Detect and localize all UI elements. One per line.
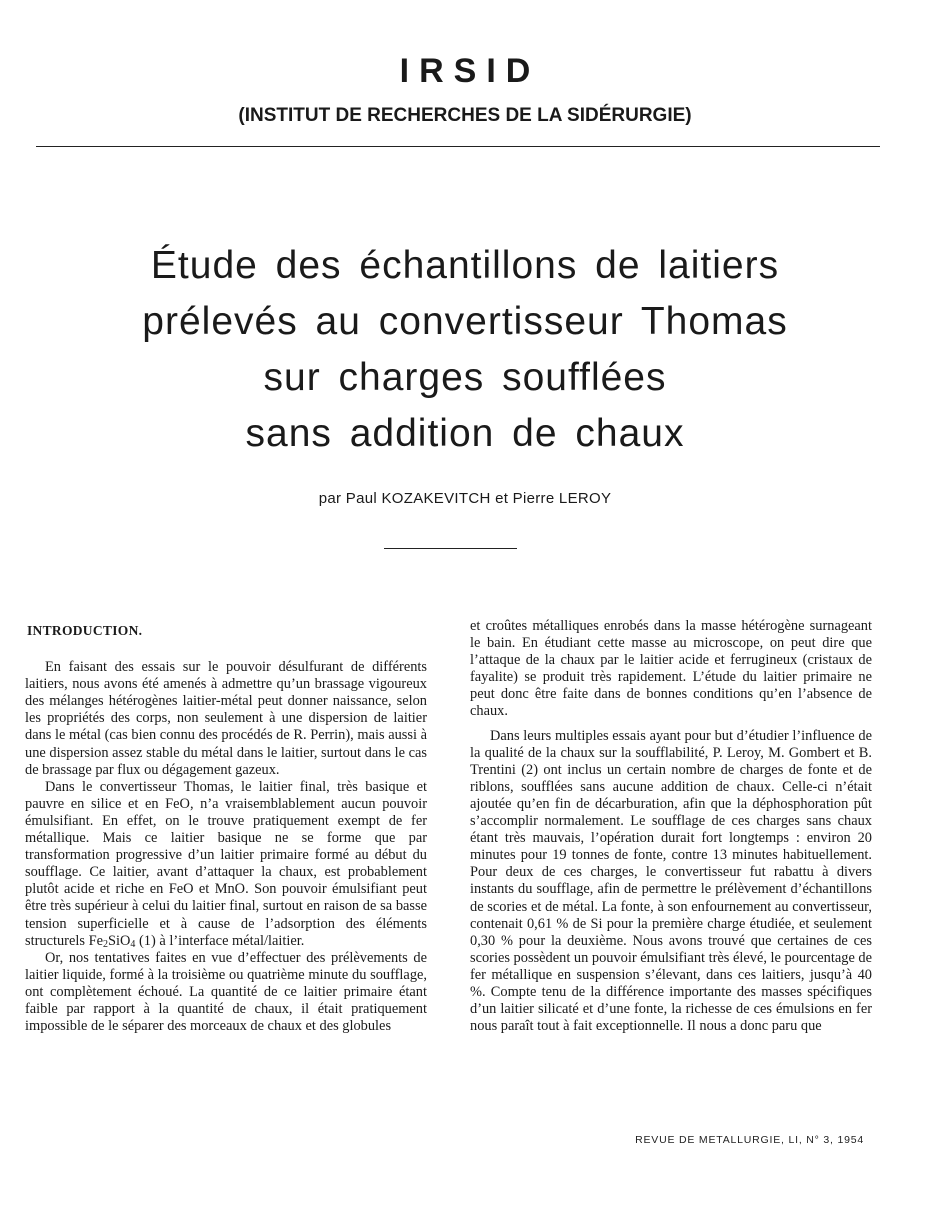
title-divider bbox=[384, 548, 517, 549]
paragraph-text: (1) à l’interface métal/laitier. bbox=[135, 932, 305, 949]
paragraph bbox=[25, 779, 427, 950]
paragraph: En faisant des essais sur le pouvoir désulfurant de différents laitiers, nous avons été amenés à admettre qu’un brassage vigoureux des mélanges hétérogènes laitier-métal peut donner naissance, selon les propriétés des corps, non seulement à une dispersion de laitier dans le métal (cas bien connu des procédés de R. Perrin), mais aussi à une dispersion assez stable du métal dans le laitier, surtout dans le cas de brassage par flux ou dégagement gazeux. bbox=[25, 659, 427, 778]
paragraph: Or, nos tentatives faites en vue d’effectuer des prélèvements de laitier liquide, formé à la troisième ou quatrième minute du soufflage, ont complètement échoué. La quantité de ce laitier primaire étant faible par rapport à la quantité de chaux, il était pratiquement impossible de le séparer des morceaux de chaux et des globules bbox=[25, 949, 427, 1035]
title-line: prélevés au convertisseur Thomas bbox=[142, 300, 788, 343]
article-title bbox=[60, 238, 870, 462]
author-byline: par Paul KOZAKEVITCH et Pierre LEROY bbox=[318, 490, 612, 507]
organization-acronym: IRSID bbox=[399, 52, 541, 90]
organization-full-name: (INSTITUT DE RECHERCHES DE LA SIDÉRURGIE) bbox=[238, 105, 692, 126]
text-column-right bbox=[470, 618, 872, 1035]
formula-sio: SiO bbox=[107, 932, 131, 949]
formula-fe-subscript: 2 bbox=[102, 938, 108, 950]
paragraph-text: Dans le convertisseur Thomas, le laitier final, très basique et pauvre en silice et en FeO, n’a vraisemblablement aucun pouvoir émulsifiant. En effet, on le trouve pratiquement exempt de fer métallique. Mais ce laitier basique ne se forme que par transformation progressive d’un laitier primaire formé au début du soufflage. Ce laitier, avant d’attaquer la chaux, est probablement plutôt acide et riche en FeO et MnO. Son pouvoir émulsifiant peut être très supérieur à celui du laitier final, surtout en raison de sa basse tension superficielle et à cause de l’adsorption des éléments structurels bbox=[25, 778, 427, 949]
paragraph: et croûtes métalliques enrobés dans la masse hétérogène surnageant le bain. En étudiant cette masse au microscope, on peut dire que l’attaque de la chaux par le laitier acide et ferrugineux (cristaux de fayalite) se produit très rapidement. L’étude du laitier primaire ne peut donc être faite dans de bonnes conditions qu’en l’absence de chaux. bbox=[470, 618, 872, 720]
header-divider bbox=[36, 146, 880, 147]
title-line: sur charges soufflées bbox=[263, 356, 667, 399]
text-column-left bbox=[25, 618, 427, 1035]
formula-fe: Fe bbox=[88, 932, 103, 949]
title-line: sans addition de chaux bbox=[245, 412, 685, 455]
formula-o-subscript: 4 bbox=[130, 938, 136, 950]
title-line: Étude des échantillons de laitiers bbox=[150, 244, 780, 287]
section-heading: INTRODUCTION. bbox=[27, 623, 143, 638]
journal-reference: REVUE DE METALLURGIE, LI, N° 3, 1954 bbox=[635, 1134, 864, 1146]
chemical-formula bbox=[89, 933, 136, 949]
paragraph: Dans leurs multiples essais ayant pour but d’étudier l’influence de la qualité de la chaux sur la soufflabilité, P. Leroy, M. Gombert et B. Trentini (2) ont inclus un certain nombre de charges de fonte et de riblons, soufflées sans aucune addition de chaux. Celle-ci n’était ajoutée qu’en fin de décarburation, afin que la déphosphoration pût s’accomplir normalement. Le soufflage de ces charges sans chaux étant très mauvais, l’opération durait fort longtemps : environ 20 minutes pour 19 tonnes de fonte, contre 13 minutes habituellement. Pour deux de ces charges, le convertisseur fut rabattu à divers instants du soufflage, afin de permettre le prélèvement d’échantillons de scories et de métal. La fonte, à son enfournement au convertisseur, contenait 0,61 % de Si pour la première charge étudiée, et seulement 0,30 % pour la deuxième. Nous avons trouvé que certaines de ces scories possèdent un pouvoir émulsifiant très élevé, le pourcentage de fer métallique en suspension s’élevant, dans ces laitiers, jusqu’à 40 %. Compte tenu de la différence importante des masses spécifiques d’un laitier silicaté et d’une fonte, la richesse de ces émulsions en fer nous paraît tout à fait exceptionnelle. Il nous a donc paru que bbox=[470, 727, 873, 1035]
